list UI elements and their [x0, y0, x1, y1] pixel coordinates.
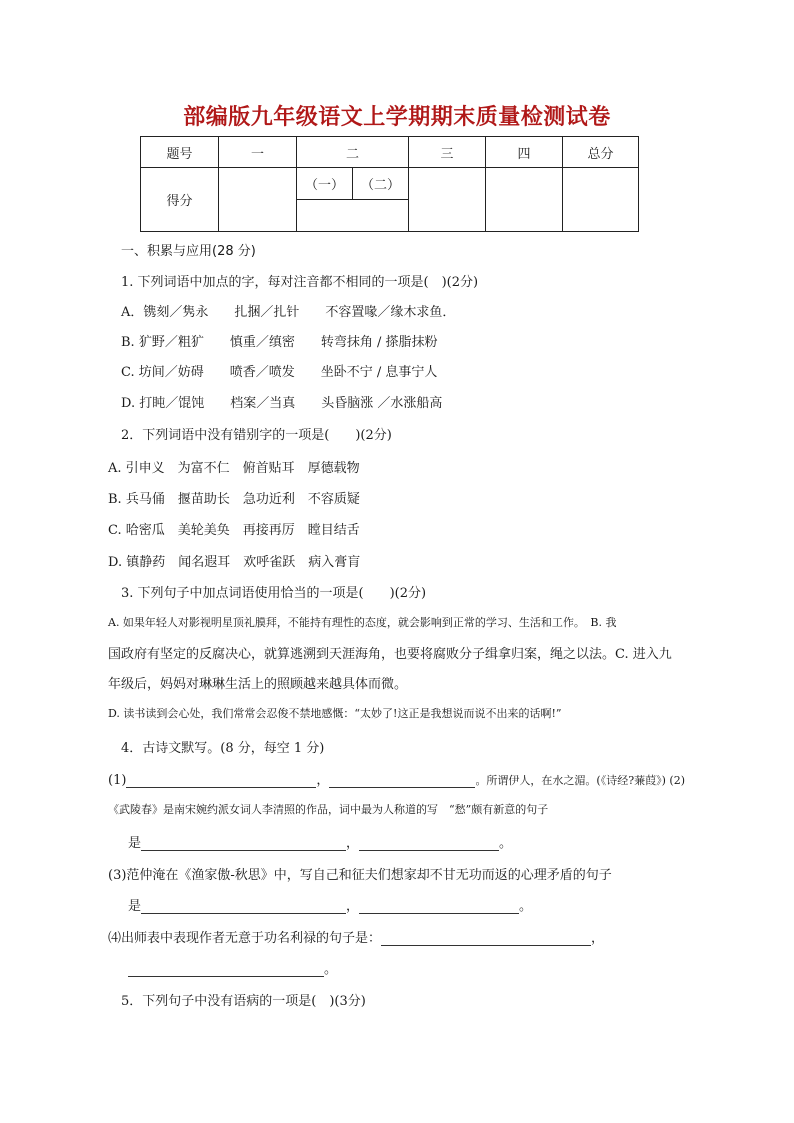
q4-part-3-answer [128, 895, 532, 914]
header-part-1: 一 [219, 137, 297, 168]
q4-part-4-cont [128, 958, 337, 977]
q1-option-a: A．镌刻／隽永 扎捆／扎针 不容置喙／缘木求鱼． [121, 305, 456, 320]
score-cell-total[interactable] [563, 168, 639, 232]
q4-p3-comma: ， [346, 899, 360, 914]
q4-blank-6[interactable] [359, 899, 519, 914]
q4-blank-1[interactable] [126, 773, 316, 788]
q2-option-d: D. 镇静药 闻名遐耳 欢呼雀跃 病入膏肓 [108, 555, 361, 570]
q4-blank-4[interactable] [359, 836, 499, 851]
q4-stem: 4．古诗文默写。(8 分，每空 1 分) [121, 741, 325, 756]
q4-blank-8[interactable] [128, 962, 324, 977]
q2-stem: 2．下列词语中没有错别字的一项是( )(2分) [121, 428, 392, 443]
sub-header-2: （二） [353, 168, 409, 200]
header-total: 总分 [563, 137, 639, 168]
q4-blank-5[interactable] [141, 899, 346, 914]
q1-option-d: D. 打盹／馄饨 档案／当真 头昏脑涨 ／水涨船高 [121, 396, 443, 411]
q4-part-2-answer [128, 832, 512, 851]
header-part-4: 四 [486, 137, 563, 168]
q1-option-b: B. 犷野／粗犷 慎重／缜密 转弯抹角 / 搽脂抹粉 [121, 335, 438, 350]
q3-text-line-1: A. 如果年轻人对影视明星顶礼膜拜，不能持有理性的态度，就会影响到正常的学习、生活和工作。 B. 我 [108, 616, 617, 629]
score-cell-3[interactable] [409, 168, 486, 232]
q4-part-2-text: 《武陵春》是南宋婉约派女词人李清照的作品，词中最为人称道的写 “愁”颇有新意的句子 [108, 803, 549, 816]
q4-part-3-text: (3)范仲淹在《渔家傲-秋思》中，写自己和征夫们想家却不甘无功而返的心理矛盾的句子 [108, 868, 612, 883]
q4-p1-tail: 。所谓伊人，在水之湄。(《诗经?蒹葭》) (2) [475, 774, 685, 787]
score-cell-2[interactable] [297, 200, 409, 232]
q5-stem: 5．下列句子中没有语病的一项是( )(3分) [121, 994, 366, 1009]
header-part-2: 二 [297, 137, 409, 168]
section-1-heading: 一、积累与应用(28 分) [121, 244, 256, 259]
q4-part-4 [108, 927, 604, 946]
q2-option-a: A. 引申义 为富不仁 俯首贴耳 厚德载物 [108, 461, 360, 476]
row-label-defen: 得分 [141, 168, 219, 232]
sub-header-1: （一） [297, 168, 353, 200]
q3-text-line-3: 年级后，妈妈对琳琳生活上的照顾越来越具体而微。 [108, 677, 408, 692]
q3-stem: 3. 下列句子中加点词语使用恰当的一项是( )(2分) [121, 586, 427, 601]
q4-p4-text: ⑷出师表中表现作者无意于功名利禄的句子是： [108, 931, 382, 946]
q2-option-c: C. 哈密瓜 美轮美奂 再接再厉 瞠目结舌 [108, 523, 360, 538]
q4-p1-comma: ， [316, 773, 330, 788]
q4-p3-period: 。 [519, 899, 533, 914]
q3-option-d: D. 读书读到会心处，我们常常会忍俊不禁地感慨：“太妙了!这正是我想说而说不出来的话啊!” [108, 707, 562, 720]
exam-title: 部编版九年级语文上学期期末质量检测试卷 [183, 105, 611, 130]
score-table [140, 136, 639, 232]
q4-p4-comma: ， [591, 931, 605, 946]
score-cell-1[interactable] [219, 168, 297, 232]
q4-blank-3[interactable] [141, 836, 346, 851]
q4-p3-is: 是 [128, 899, 142, 914]
q4-blank-7[interactable] [381, 931, 591, 946]
score-cell-4[interactable] [486, 168, 563, 232]
header-tihao: 题号 [141, 137, 219, 168]
q4-part-1 [108, 769, 685, 788]
header-part-3: 三 [409, 137, 486, 168]
q4-p1-label: (1) [108, 773, 127, 788]
q1-option-c: C. 坊间／妨碍 喷香／喷发 坐卧不宁 / 息事宁人 [121, 365, 438, 380]
q2-option-b: B. 兵马俑 揠苗助长 急功近利 不容质疑 [108, 492, 360, 507]
q4-p2-is: 是 [128, 836, 142, 851]
q1-stem: 1. 下列词语中加点的字，每对注音都不相同的一项是( )(2分) [121, 275, 479, 290]
q3-text-line-2: 国政府有坚定的反腐决心，就算逃溯到天涯海角，也要将腐败分子缉拿归案，绳之以法。C. 进入九 [108, 647, 672, 662]
q4-p2-comma: ， [346, 836, 360, 851]
q4-p4-period: 。 [324, 962, 338, 977]
q4-p2-period: 。 [499, 836, 513, 851]
q4-blank-2[interactable] [329, 773, 475, 788]
